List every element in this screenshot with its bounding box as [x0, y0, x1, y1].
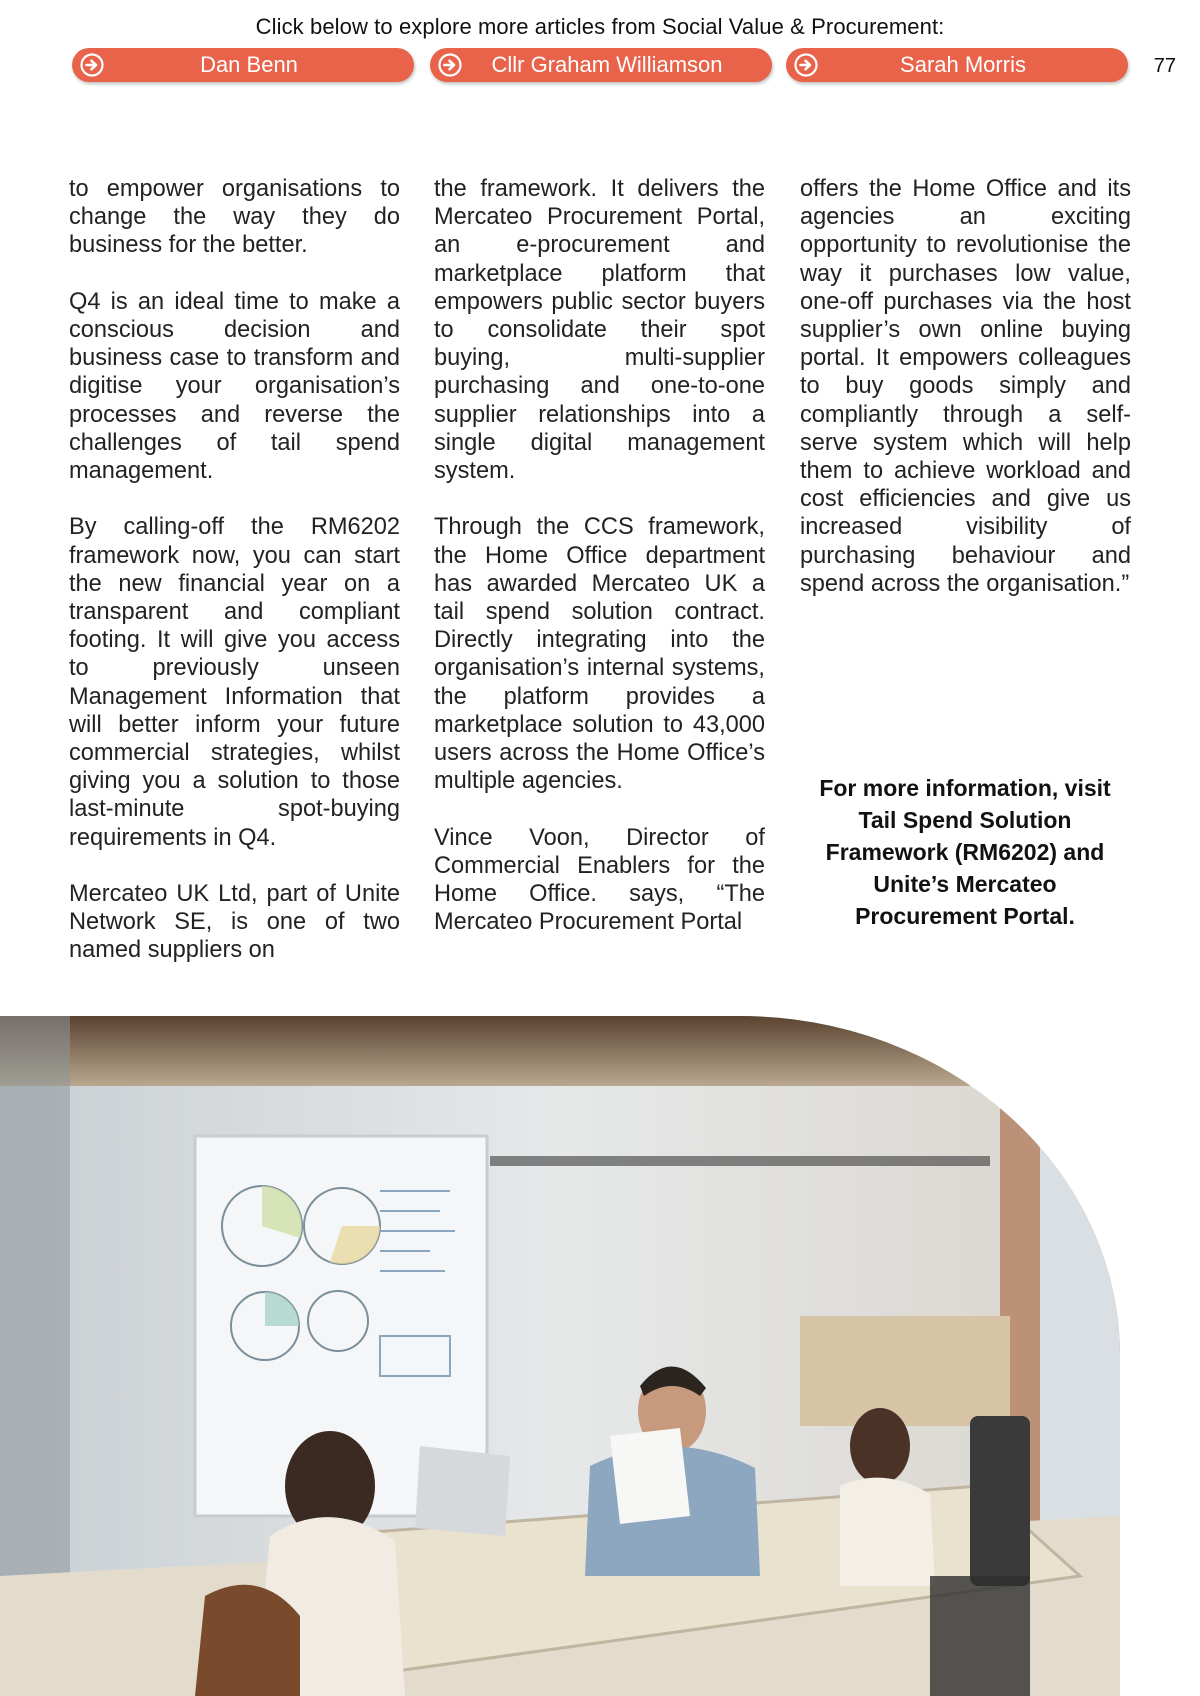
article-link-label: Dan Benn	[200, 52, 298, 77]
paragraph: Mercateo UK Ltd, part of Unite Network SE, is one of two named suppliers on	[69, 881, 400, 964]
paragraph: Through the CCS framework, the Home Office department has awarded Mercateo UK a tail spend solution contract. Directly integrating into the organisation’s internal systems, the platform provides a marketplace solution to 43,000 users across the Home Office’s multiple agencies.	[434, 514, 765, 795]
article-link-graham-williamson[interactable]	[430, 48, 772, 82]
more-info-link[interactable]: For more information, visit Tail Spend Solution Framework (RM6202) and Unite’s Mercateo Procurement Portal.	[819, 775, 1111, 929]
article-link-sarah-morris[interactable]	[786, 48, 1128, 82]
article-link-label: Sarah Morris	[900, 52, 1026, 77]
page-number: 77	[1153, 55, 1176, 77]
article-link-label: Cllr Graham Williamson	[491, 52, 723, 77]
paragraph: offers the Home Office and its agencies an exciting opportunity to revolutionise the way it purchases low value, one-off purchases via the host supplier’s own online buying portal. It empowers colleagues to buy goods simply and compliantly through a self-serve system which will help them to achieve workload and cost efficiencies and give us increased visibility of purchasing behaviour and spend across the organisation.”	[800, 176, 1131, 597]
paragraph: By calling-off the RM6202 framework now, you can start the new financial year on a transparent and compliant footing. It will give you access to previously unseen Management Information that will better inform your future commercial strategies, whilst giving you a solution to those last-minute spot-buying requirements in Q4.	[69, 514, 400, 851]
arrow-right-circle-icon	[80, 53, 104, 77]
arrow-right-circle-icon	[438, 53, 462, 77]
text-column-2	[434, 175, 765, 936]
paragraph: Q4 is an ideal time to make a conscious decision and business case to transform and digitise your organisation’s processes and reverse the challenges of tail spend management.	[69, 288, 400, 485]
paragraph: to empower organisations to change the way they do business for the better.	[69, 176, 400, 259]
paragraph: the framework. It delivers the Mercateo Procurement Portal, an e-procurement and marketplace platform that empowers public sector buyers to consolidate their spot buying, multi-supplier purchasing and one-to-one supplier relationships into a single digital management system.	[434, 176, 765, 485]
article-link-dan-benn[interactable]	[72, 48, 414, 82]
paragraph: Vince Voon, Director of Commercial Enablers for the Home Office. says, “The Mercateo Procurement Portal	[434, 824, 765, 936]
arrow-right-circle-icon	[794, 53, 818, 77]
text-column-1	[69, 175, 400, 965]
office-meeting-photo	[0, 1016, 1120, 1696]
text-column-3	[800, 175, 1131, 598]
article-nav	[72, 48, 1132, 84]
articles-prompt: Click below to explore more articles from Social Value & Procurement:	[255, 14, 945, 39]
